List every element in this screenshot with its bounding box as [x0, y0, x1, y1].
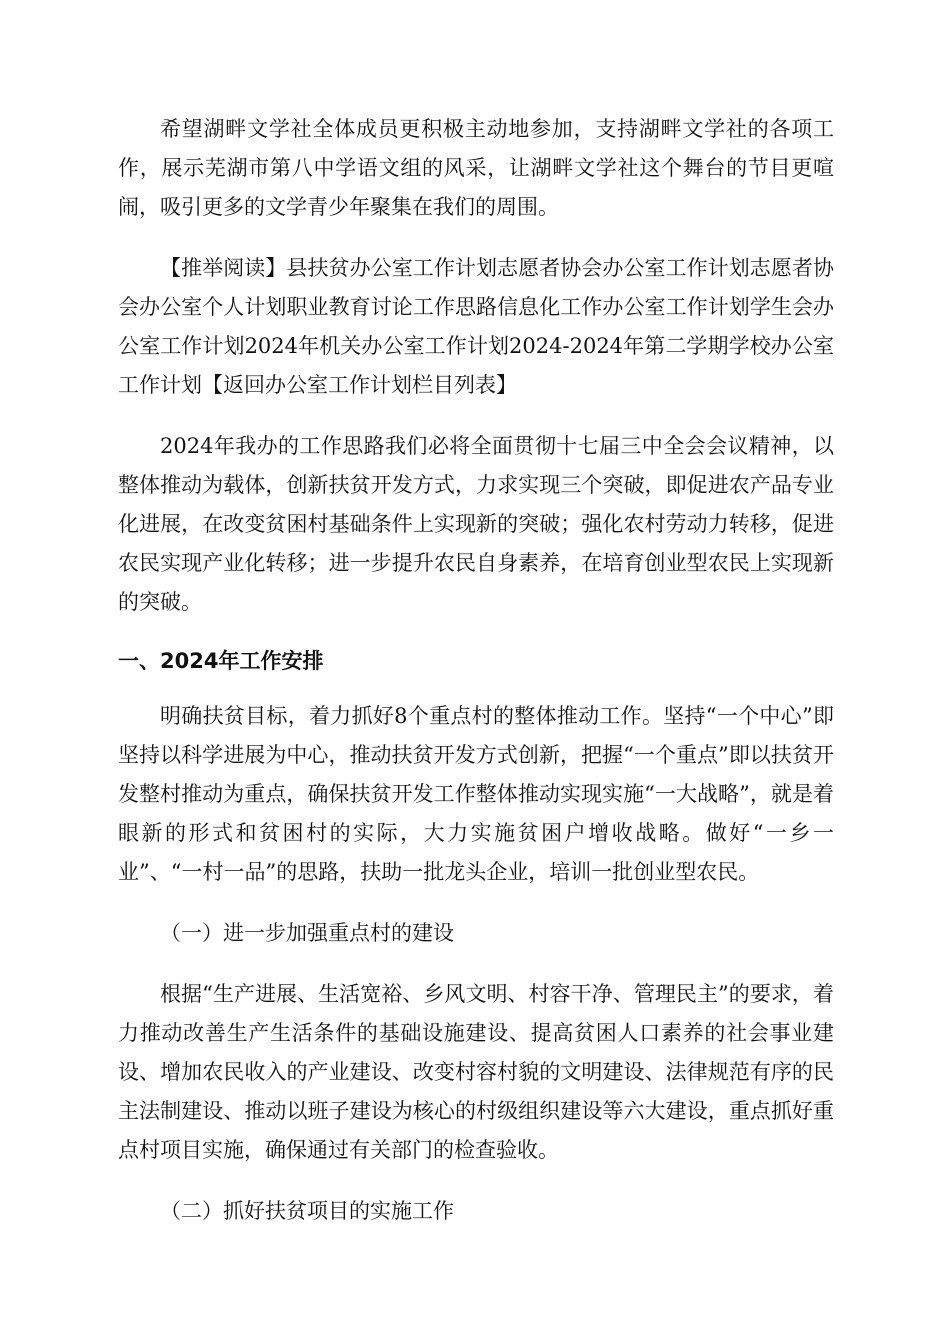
paragraph-work-approach: 2024年我办的工作思路我们必将全面贯彻十七届三中全会会议精神，以整体推动为载体，创新扶贫开发方式，力求实现三个突破，即促进农产品专业化进展，在改变贫困村基础条件上实现新的突破；强化农村劳动力转移，促进农民实现产业化转移；进一步提升农民自身素养，在培育创业型农民上实现新的突破。: [118, 434, 834, 614]
section-heading: 一、2024年工作安排: [118, 649, 324, 673]
paragraph-section-intro: 明确扶贫目标，着力抓好8个重点村的整体推动工作。坚持“一个中心”即坚持以科学进展为中心，推动扶贫开发方式创新，把握“一个重点”即以扶贫开发整村推动为重点，确保扶贫开发工作整体推动实现实施“一大战略”，就是着眼新的形式和贫困村的实际，大力实施贫困户增收战略。做好“一乡一业”、“一村一品”的思路，扶助一批龙头企业，培训一批创业型农民。: [118, 704, 834, 884]
paragraph-recommended-reading: 【推举阅读】县扶贫办公室工作计划志愿者协会办公室工作计划志愿者协会办公室个人计划职业教育讨论工作思路信息化工作办公室工作计划学生会办公室工作计划2024年机关办公室工作计划2024-2024年第二学期学校办公室工作计划【返回办公室工作计划栏目列表】: [118, 256, 834, 397]
subsection-heading-2: （二）抓好扶贫项目的实施工作: [160, 1199, 454, 1223]
document-body: [118, 110, 834, 1253]
paragraph-literary-society: 希望湖畔文学社全体成员更积极主动地参加，支持湖畔文学社的各项工作，展示芜湖市第八中学语文组的风采，让湖畔文学社这个舞台的节目更喧闹，吸引更多的文学青少年聚集在我们的周围。: [118, 117, 834, 219]
paragraph-subsection-1: 根据“生产进展、生活宽裕、乡风文明、村容干净、管理民主”的要求，着力推动改善生产生活条件的基础设施建设、提高贫困人口素养的社会事业建设、增加农民收入的产业建设、改变村容村貌的文明建设、法律规范有序的民主法制建设、推动以班子建设为核心的村级组织建设等六大建设，重点抓好重点村项目实施，确保通过有关部门的检查验收。: [118, 982, 834, 1162]
subsection-heading-1: （一）进一步加强重点村的建设: [160, 921, 454, 945]
